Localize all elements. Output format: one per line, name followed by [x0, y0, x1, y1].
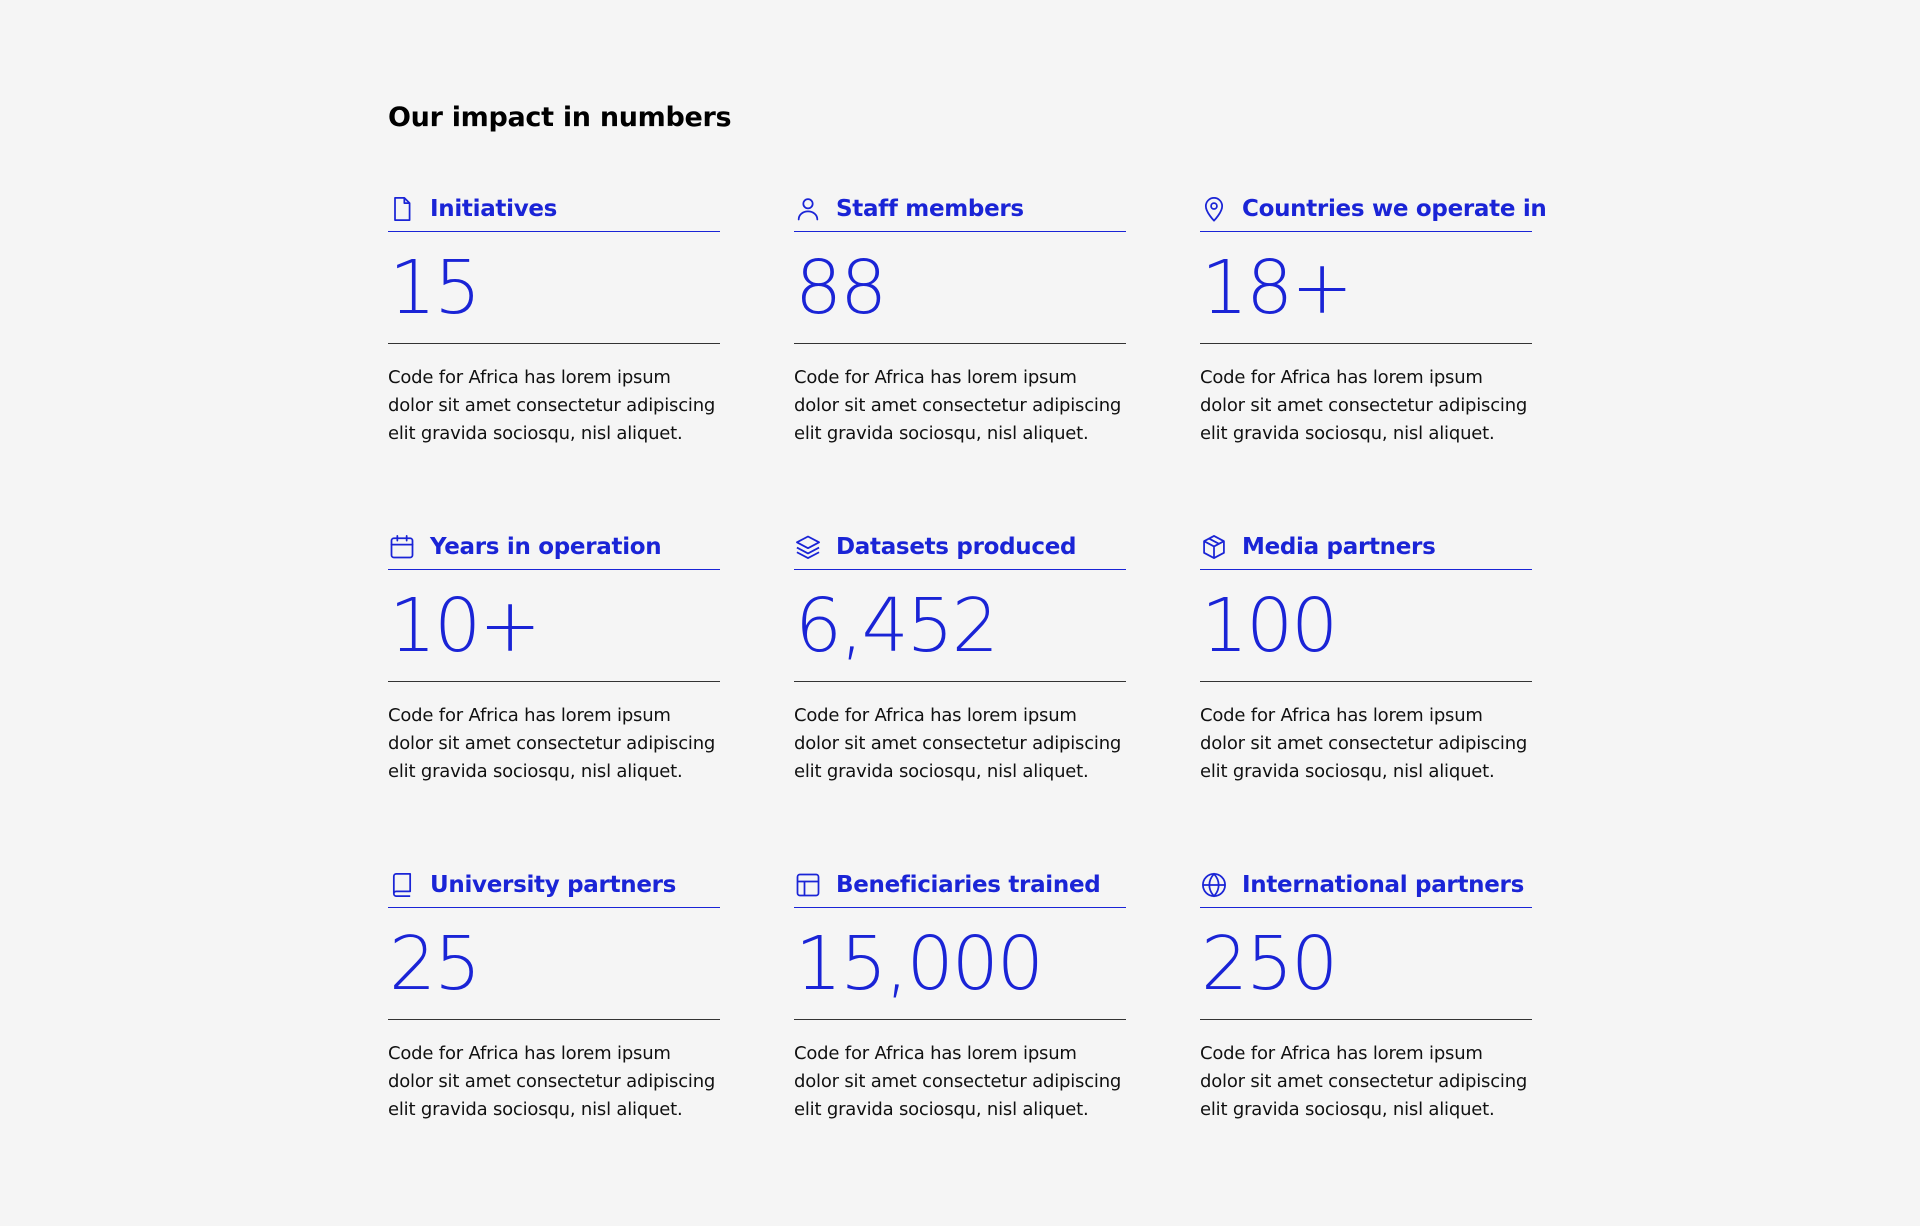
file-icon	[388, 194, 416, 224]
box-icon	[1200, 532, 1228, 562]
stat-card-header	[388, 524, 720, 570]
stat-description: Code for Africa has lorem ipsum dolor sit amet consectetur adipiscing elit gravida sociosqu, nisl aliquet.	[1200, 367, 1528, 444]
impact-section	[388, 98, 1547, 1120]
stat-label: Datasets produced	[836, 533, 1077, 560]
stat-label: Media partners	[1242, 533, 1436, 560]
stat-description: Code for Africa has lorem ipsum dolor sit amet consectetur adipiscing elit gravida sociosqu, nisl aliquet.	[388, 1043, 716, 1120]
layers-icon	[794, 532, 822, 562]
stat-value: 10+	[388, 570, 720, 682]
stat-card-initiatives	[388, 186, 720, 458]
stat-description: Code for Africa has lorem ipsum dolor sit amet consectetur adipiscing elit gravida sociosqu, nisl aliquet.	[794, 1043, 1122, 1120]
section-title: Our impact in numbers	[388, 102, 732, 133]
calendar-icon	[388, 532, 416, 562]
stat-value: 15	[388, 232, 720, 344]
stat-card-header	[794, 186, 1126, 232]
stat-card-header	[1200, 862, 1532, 908]
stat-label: Years in operation	[430, 533, 662, 560]
stat-card-countries	[1200, 186, 1547, 458]
stat-card-beneficiaries	[794, 862, 1126, 1134]
stat-description: Code for Africa has lorem ipsum dolor sit amet consectetur adipiscing elit gravida sociosqu, nisl aliquet.	[794, 705, 1122, 782]
stat-card-header	[794, 524, 1126, 570]
stat-card-header	[1200, 186, 1547, 232]
stat-label: Beneficiaries trained	[836, 871, 1101, 898]
stat-card-header	[794, 862, 1126, 908]
stat-label: University partners	[430, 871, 677, 898]
layout-icon	[794, 870, 822, 900]
stat-description: Code for Africa has lorem ipsum dolor sit amet consectetur adipiscing elit gravida sociosqu, nisl aliquet.	[1200, 1043, 1528, 1120]
stat-value: 18+	[1200, 232, 1532, 344]
user-icon	[794, 194, 822, 224]
globe-icon	[1200, 870, 1228, 900]
stat-value: 15,000	[794, 908, 1126, 1020]
stat-card-staff-members	[794, 186, 1126, 458]
stat-card-media-partners	[1200, 524, 1532, 796]
stat-card-header	[388, 186, 720, 232]
stat-description: Code for Africa has lorem ipsum dolor sit amet consectetur adipiscing elit gravida sociosqu, nisl aliquet.	[388, 705, 716, 782]
stats-grid	[388, 186, 1547, 1134]
stat-value: 250	[1200, 908, 1532, 1020]
stat-card-datasets	[794, 524, 1126, 796]
stat-card-header	[1200, 524, 1532, 570]
stat-card-international-partners	[1200, 862, 1532, 1134]
stat-value: 100	[1200, 570, 1532, 682]
map-pin-icon	[1200, 194, 1228, 224]
stat-label: Countries we operate in	[1242, 195, 1547, 222]
stat-value: 25	[388, 908, 720, 1020]
stat-label: Initiatives	[430, 195, 558, 222]
stat-value: 6,452	[794, 570, 1126, 682]
stat-card-header	[388, 862, 720, 908]
stat-value: 88	[794, 232, 1126, 344]
book-icon	[388, 870, 416, 900]
stat-description: Code for Africa has lorem ipsum dolor sit amet consectetur adipiscing elit gravida sociosqu, nisl aliquet.	[388, 367, 716, 444]
stat-description: Code for Africa has lorem ipsum dolor sit amet consectetur adipiscing elit gravida sociosqu, nisl aliquet.	[794, 367, 1122, 444]
stat-description: Code for Africa has lorem ipsum dolor sit amet consectetur adipiscing elit gravida sociosqu, nisl aliquet.	[1200, 705, 1528, 782]
stat-card-years	[388, 524, 720, 796]
stat-card-university-partners	[388, 862, 720, 1134]
stat-label: Staff members	[836, 195, 1024, 222]
stat-label: International partners	[1242, 871, 1524, 898]
